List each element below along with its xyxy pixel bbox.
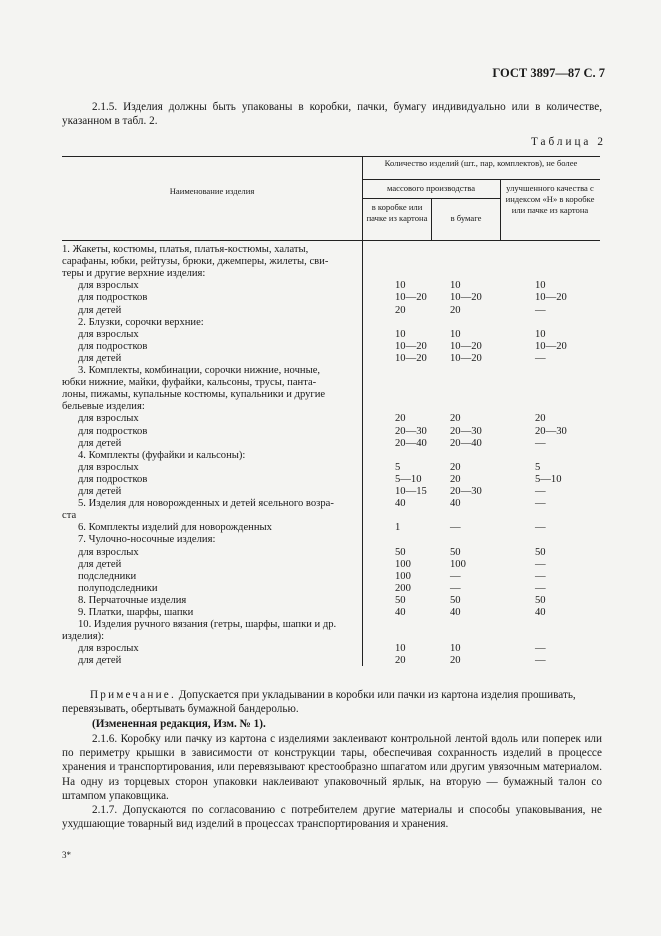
row-name: для детей bbox=[78, 437, 122, 449]
row-value-box: 20 bbox=[395, 304, 406, 316]
row-value-paper: 20 bbox=[450, 304, 461, 316]
table-row bbox=[62, 280, 660, 292]
paragraph-2-1-7: 2.1.7. Допускаются по согласованию с потребителем другие материалы и способы упаковывания, не ухудшающие товарный вид изделий в процессах транспортирования и хранения. bbox=[62, 804, 602, 831]
row-value-box: 40 bbox=[395, 607, 406, 618]
col-header-improved: улучшенного качества с индексом «Н» в коробке или пачке из картона bbox=[505, 183, 595, 215]
page-header: ГОСТ 3897—87 С. 7 bbox=[492, 66, 605, 80]
row-name: 10. Изделия ручного вязания (гетры, шарфы, шапки и др. bbox=[78, 619, 337, 631]
row-value-improved: 40 bbox=[535, 607, 546, 618]
row-name: для подростков bbox=[78, 425, 148, 437]
amendment-note: (Измененная редакция, Изм. № 1). bbox=[92, 718, 266, 730]
table-row bbox=[62, 401, 660, 413]
table-row bbox=[62, 389, 660, 401]
row-value-improved: 10 bbox=[535, 328, 546, 340]
row-value-improved: 50 bbox=[535, 594, 546, 606]
row-value-improved: — bbox=[535, 570, 546, 582]
row-value-box: 10—20 bbox=[395, 340, 427, 352]
table-row bbox=[62, 353, 660, 365]
row-value-box: 40 bbox=[395, 498, 406, 510]
row-value-box: 5—10 bbox=[395, 473, 422, 485]
table-row bbox=[62, 268, 660, 280]
row-value-box: 10—15 bbox=[395, 486, 427, 497]
table-row bbox=[62, 341, 660, 353]
table-row bbox=[62, 426, 660, 438]
row-value-improved: — bbox=[535, 304, 546, 316]
row-value-box: 10 bbox=[395, 328, 406, 340]
row-name: для подростков bbox=[78, 292, 148, 304]
table-row bbox=[62, 534, 660, 546]
table-row bbox=[62, 244, 660, 256]
table-row bbox=[62, 329, 660, 341]
row-value-box: 20 bbox=[395, 413, 406, 425]
table-head-rule-1 bbox=[362, 179, 600, 180]
table-row bbox=[62, 462, 660, 474]
row-name: сарафаны, юбки, рейтузы, брюки, джемперы, жилеты, сви- bbox=[62, 256, 329, 268]
col-header-in-paper: в бумаге bbox=[450, 213, 482, 223]
table-row bbox=[62, 547, 660, 559]
row-value-box: 100 bbox=[395, 570, 411, 582]
col-header-name: Наименование изделия bbox=[169, 186, 255, 196]
row-name: для взрослых bbox=[78, 546, 139, 558]
row-value-box: 10—20 bbox=[395, 292, 427, 304]
row-value-paper: — bbox=[450, 582, 461, 594]
table-row bbox=[62, 438, 660, 450]
table-row bbox=[62, 377, 660, 389]
table-row bbox=[62, 486, 660, 498]
row-value-paper: 20 bbox=[450, 655, 461, 667]
row-value-paper: 20—40 bbox=[450, 437, 482, 449]
table-row bbox=[62, 292, 660, 304]
row-name: для детей bbox=[78, 558, 122, 570]
table-caption-word: Таблица bbox=[530, 136, 592, 148]
table-row bbox=[62, 317, 660, 329]
page-footer-mark: 3* bbox=[62, 850, 71, 860]
row-value-box: 10 bbox=[395, 643, 406, 655]
row-value-improved: 5 bbox=[535, 461, 541, 473]
row-value-improved: — bbox=[535, 486, 546, 497]
row-value-improved: 20 bbox=[535, 413, 546, 425]
row-value-improved: 10—20 bbox=[535, 340, 567, 352]
row-name: для детей bbox=[78, 304, 122, 316]
row-name: 4. Комплекты (фуфайки и кальсоны): bbox=[78, 449, 246, 461]
row-value-improved: 20—30 bbox=[535, 425, 567, 437]
table-row bbox=[62, 595, 660, 607]
row-value-paper: 10 bbox=[450, 280, 461, 292]
col-header-in-box: в коробке или пачке из картона bbox=[366, 202, 428, 223]
row-value-improved: 10—20 bbox=[535, 292, 567, 304]
row-value-box: 50 bbox=[395, 594, 406, 606]
table-row bbox=[62, 305, 660, 317]
row-value-box: 50 bbox=[395, 546, 406, 558]
row-value-improved: — bbox=[535, 558, 546, 570]
row-value-improved: — bbox=[535, 582, 546, 594]
row-value-paper: 20 bbox=[450, 461, 461, 473]
row-name: изделия): bbox=[62, 631, 105, 643]
row-value-improved: — bbox=[535, 643, 546, 655]
row-name: для детей bbox=[78, 655, 122, 667]
row-name: для детей bbox=[78, 486, 122, 497]
row-name: бельевые изделия: bbox=[62, 401, 145, 413]
table-head-bottom-rule bbox=[62, 240, 600, 241]
row-value-paper: 20—30 bbox=[450, 425, 482, 437]
table-row bbox=[62, 522, 660, 534]
table-row bbox=[62, 256, 660, 268]
row-value-box: 10 bbox=[395, 280, 406, 292]
note-label: Примечание. bbox=[90, 689, 176, 701]
row-name: для взрослых bbox=[78, 643, 139, 655]
table-row bbox=[62, 365, 660, 377]
row-name: 1. Жакеты, костюмы, платья, платья-костюмы, халаты, bbox=[62, 244, 309, 255]
row-value-paper: 20—30 bbox=[450, 486, 482, 497]
row-name: ста bbox=[62, 510, 77, 522]
row-value-paper: 20 bbox=[450, 413, 461, 425]
table-row bbox=[62, 450, 660, 462]
row-name: для подростков bbox=[78, 473, 148, 485]
table-row bbox=[62, 655, 660, 667]
row-name: 3. Комплекты, комбинации, сорочки нижние, ночные, bbox=[78, 365, 321, 376]
row-value-paper: 20 bbox=[450, 473, 461, 485]
table-row bbox=[62, 583, 660, 595]
row-value-box: 1 bbox=[395, 522, 401, 534]
col-header-quantity: Количество изделий (шт., пар, комплектов), не более bbox=[384, 158, 578, 168]
paragraph-2-1-6: 2.1.6. Коробку или пачку из картона с изделиями заклеивают контрольной лентой вдоль или поперек или по периметру крышки в зависимости от конструкции тары, обеспечивая сохранность изделий в процессе хранения и транспортирования, или перевязывают крестообразно шпагатом или другим увязочным материалом. На одну из торцевых сторон упаковки наклеивают упаковочный ярлык, на вторую — бумажный талон со штампом упаковщика. bbox=[62, 733, 602, 802]
row-value-paper: 100 bbox=[450, 558, 466, 570]
table-row bbox=[62, 643, 660, 655]
row-name: лоны, пижамы, купальные костюмы, купальники и другие bbox=[62, 389, 326, 401]
row-value-paper: 50 bbox=[450, 546, 461, 558]
row-name: 6. Комплекты изделий для новорожденных bbox=[78, 522, 272, 534]
row-name: 8. Перчаточные изделия bbox=[78, 594, 187, 606]
row-value-box: 20—30 bbox=[395, 425, 427, 437]
row-name: полуподследники bbox=[78, 582, 158, 594]
row-value-box: 200 bbox=[395, 582, 411, 594]
row-name: 2. Блузки, сорочки верхние: bbox=[78, 316, 204, 328]
row-value-paper: 40 bbox=[450, 607, 461, 618]
row-name: для подростков bbox=[78, 340, 148, 352]
row-value-improved: — bbox=[535, 352, 546, 364]
table-note bbox=[62, 688, 602, 716]
table-row bbox=[62, 413, 660, 425]
row-name: для взрослых bbox=[78, 280, 139, 292]
row-value-improved: 50 bbox=[535, 546, 546, 558]
table-caption-number: 2 bbox=[597, 136, 603, 148]
table-row bbox=[62, 571, 660, 583]
table-row bbox=[62, 631, 660, 643]
row-name: для взрослых bbox=[78, 328, 139, 340]
table-row bbox=[62, 510, 660, 522]
row-value-paper: 10—20 bbox=[450, 340, 482, 352]
row-name: для взрослых bbox=[78, 461, 139, 473]
col-header-mass: массового производства bbox=[386, 183, 476, 193]
table-caption bbox=[531, 136, 603, 148]
row-value-improved: — bbox=[535, 655, 546, 667]
table-col-divider-3 bbox=[500, 179, 501, 240]
row-value-box: 20 bbox=[395, 655, 406, 667]
row-name: подследники bbox=[78, 570, 137, 582]
row-value-paper: — bbox=[450, 570, 461, 582]
note-text: Допускается при укладывании в коробки или пачки из картона изделия прошивать, перевязывать, обертывать бумажной бандеролью. bbox=[62, 689, 576, 716]
row-value-box: 20—40 bbox=[395, 437, 427, 449]
row-name: 5. Изделия для новорожденных и детей ясельного возра- bbox=[78, 498, 334, 510]
row-name: 7. Чулочно-носочные изделия: bbox=[78, 534, 216, 546]
row-value-paper: 10—20 bbox=[450, 352, 482, 364]
row-value-box: 100 bbox=[395, 558, 411, 570]
row-value-improved: — bbox=[535, 437, 546, 449]
table-row bbox=[62, 607, 660, 619]
table-row bbox=[62, 474, 660, 486]
paragraph-2-1-5: 2.1.5. Изделия должны быть упакованы в коробки, пачки, бумагу индивидуально или в количестве, указанном в табл. 2. bbox=[62, 101, 602, 128]
row-value-box: 10—20 bbox=[395, 352, 427, 364]
table-row bbox=[62, 559, 660, 571]
row-value-paper: 50 bbox=[450, 594, 461, 606]
row-value-improved: 5—10 bbox=[535, 473, 562, 485]
row-value-paper: 40 bbox=[450, 498, 461, 510]
row-value-paper: — bbox=[450, 522, 461, 534]
row-value-improved: — bbox=[535, 522, 546, 534]
table-top-rule bbox=[62, 156, 600, 157]
row-value-improved: 10 bbox=[535, 280, 546, 292]
row-value-paper: 10—20 bbox=[450, 292, 482, 304]
row-name: теры и другие верхние изделия: bbox=[62, 268, 206, 280]
table-row bbox=[62, 498, 660, 510]
row-name: юбки нижние, майки, фуфайки, кальсоны, трусы, панта- bbox=[62, 377, 317, 389]
row-name: для детей bbox=[78, 352, 122, 364]
row-value-paper: 10 bbox=[450, 643, 461, 655]
row-name: 9. Платки, шарфы, шапки bbox=[78, 607, 194, 618]
row-name: для взрослых bbox=[78, 413, 139, 425]
row-value-improved: — bbox=[535, 498, 546, 510]
row-value-paper: 10 bbox=[450, 328, 461, 340]
table-row bbox=[62, 619, 660, 631]
row-value-box: 5 bbox=[395, 461, 401, 473]
